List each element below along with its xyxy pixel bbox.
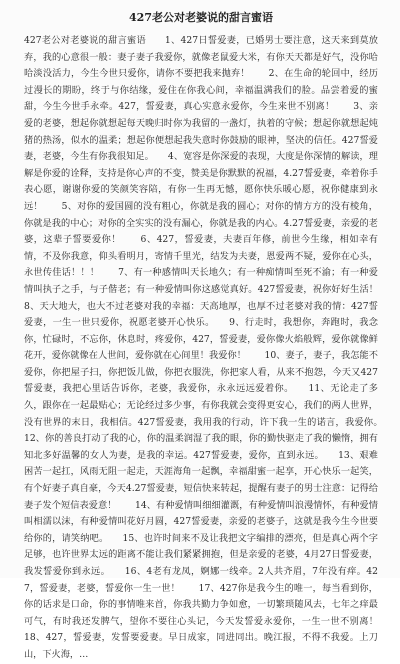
document-title: 427老公对老婆说的甜言蜜语: [129, 11, 273, 24]
document-body: 427老公对老婆说的甜言蜜语 1、427日誓爱妻，已婚男士要注意，这天来到莫放弃，我的心意很一般：妻子妻子我爱你，就像老鼠爱大米，有你天天都是好气，没你哈哈淡没活力，今生今世只爱你，请你不要把我来抛弃！ 2、在生命的轮回中，经历过漫长的期盼，终于与你结缘，爱住在你我心间，幸福温满我们的脸。品尝着爱的蜜甜，今生今世手永牵。427，誓爱妻，真心实意永爱你，今生来世不别离！ 3、亲爱的老婆，想起你就想起每天晚归时你为我留的一盏灯，执着的守候；想起你就想起炖猪的热汤，似水的温柔；想起你便想起我失意时你鼓励的眼神，坚决的信任。427誓爱妻，老婆，今生有你我很知足。 4、宽容是你深爱的表现，大度是你深情的解读，理解是你爱的诠释，支持是你心声的不变，赞美是你默默的祝福，4.27誓爱妻，牵着你手表心愿，谢谢你爱的笑颜笑容陪，有你一生再无憾，愿你快乐暖心愿，祝你健康到永远！ 5、对你的爱国圆的没有粗心，你就是我的圆心；对你的情方方的没有棱角，你就是我的中心；对你的全实实的没有漏心，你就是我的内心。4.27誓爱妻，亲爱的老婆，这辈子誓要爱你！ 6、427，誓爱妻，夫妻百年修，前世今生缘，相如幸有情，不及你我意，仰头看明月，寄情千里光，结发为夫妻，恩爱两不疑，爱你在心头，永世传佳话！！！ 7、有一种感情叫天长地久；有一种痴情叫至死不渝；有一种爱情叫执子之手，与子偕老；有一种爱情叫你这感觉真好。427誓爱妻，祝你好好生活！ 8、天大地大，也大不过老婆对我的幸福：天高地厚，也厚不过老婆对我的情：427誓爱妻，一生一世只爱你，祝愿老婆开心快乐。 9、行走时，我想你，奔跑时，我念你，忙碌时，不忘你，休息时，疼爱你，427，誓爱妻，爱你像火焰般辉，爱你就像鲜花开，爱你就像在人世间，爱你就在心间里！我爱你！ 10、妻子，妻子，我怎能不爱你，你把屋子扫，你把饭儿做，你把衣服洗，你把家人看，从来不抱怨，今天又427誓爱妻，我把心里话告诉你，老婆，我爱你，永永远远爱着你。 11、无论走了多久，跟你在一起最贴心；无论经过多少事，有你我就会变得更安心，我们的两人世界，没有世界的末日，我相信。427誓爱妻，我用我的行动，许下我一生的诺言，我爱你。 12、你的善良打动了我的心，你的温柔润湿了我的眼，你的勤快驱走了我的懒惰，拥有知北多好温馨的女人为妻，是我的幸运。427誓爱妻，爱你，直到永远。 13、艰难困苦一起扛，风雨无阻一起走，天涯海角一起飘，幸福甜蜜一起享，开心快乐一起笑，有个好妻子真自豪，今天4.27誓爱妻，短信快来转起，提醒有妻子的男士注意：记得给妻子发个短信表爱意！ 14、有种爱情叫细细灌溉，有种爱情叫浪漫情怀，有种爱情叫相濡以沫，有种爱情叫花好月圆，427誓爱妻，亲爱的老婆子，这就是我今生今世要给你的，请笑纳吧。 15、也许时间来不及让我把文字编排的漂亮，但是真心两个字足够，也许世界太远的距离不能让我们紧紧拥抱，但是亲爱的老婆，4月27日誓爱妻，我发誓爱你到永远。 16、4老有龙凤，婀娜一线牵。2人共齐眉，7年没有痒。427，誓爱妻，老婆，誓爱你一生一世！ 17、427你是我今生的唯一，每当看到你，你的话求是口命，你的事情唯来首，你我共勤力争如愈，一切繁琐随风去，七年之痒最可气，有时我还发脾气，望你不要往心头记，今天发誓爱永爱你，一生一世不别离！ 18、427，誓爱妻，发誓要爱妻。早日成家，同进同出。晚江报，不得不我爱。上刀山，下火海，…: [24, 35, 397, 660]
